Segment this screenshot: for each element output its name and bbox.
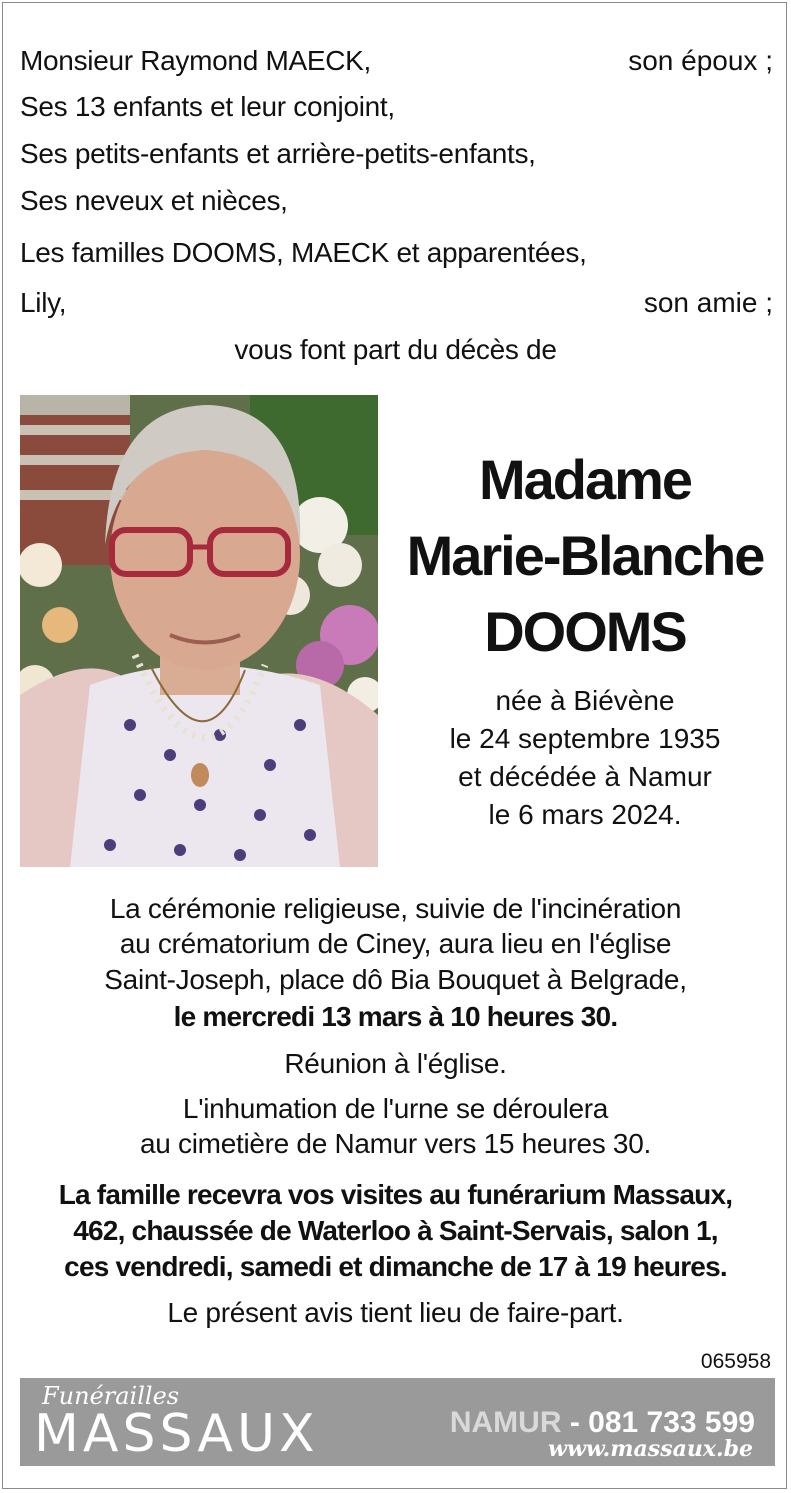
family-line-families: Les familles DOOMS, MAECK et apparentées, xyxy=(20,237,587,268)
banner-contact xyxy=(450,1406,755,1440)
banner-separator: - xyxy=(561,1406,589,1439)
reference-number: 065958 xyxy=(700,1350,771,1373)
ceremony-date: le mercredi 13 mars à 10 heures 30. xyxy=(173,1001,618,1032)
deceased-title: Madame xyxy=(478,448,692,511)
closing-note: Le présent avis tient lieu de faire-part. xyxy=(167,1297,624,1328)
ceremony-line-1: La cérémonie religieuse, suivie de l'incinération xyxy=(109,893,682,924)
portrait-photo xyxy=(20,395,378,867)
deceased-last-name: DOOMS xyxy=(484,600,686,663)
family-line-nephews: Ses neveux et nièces, xyxy=(20,185,288,216)
banner-subtitle: Funérailles xyxy=(42,1382,180,1410)
funeral-home-banner xyxy=(20,1378,775,1466)
banner-website: www.massaux.be xyxy=(548,1436,753,1462)
banner-phone: 081 733 599 xyxy=(588,1406,755,1439)
ceremony-line-3: Saint-Joseph, place dô Bia Bouquet à Belgrade, xyxy=(104,964,687,995)
death-date: le 6 mars 2024. xyxy=(488,799,682,830)
friend-relation: son amie ; xyxy=(643,287,773,318)
meeting-note: Réunion à l'église. xyxy=(284,1048,507,1079)
family-line-spouse: Monsieur Raymond MAECK, xyxy=(20,45,372,76)
deceased-first-name: Marie-Blanche xyxy=(406,524,764,587)
visit-line-3: ces vendredi, samedi et dimanche de 17 à 19 heures. xyxy=(64,1251,727,1282)
visit-line-1: La famille recevra vos visites au funérarium Massaux, xyxy=(58,1179,733,1210)
burial-line-2: au cimetière de Namur vers 15 heures 30. xyxy=(140,1128,651,1159)
banner-brand: MASSAUX xyxy=(34,1404,319,1464)
banner-city: NAMUR xyxy=(449,1406,562,1439)
burial-line-1: L'inhumation de l'urne se déroulera xyxy=(182,1093,609,1124)
spouse-relation: son époux ; xyxy=(628,45,773,76)
portrait-illustration xyxy=(20,395,378,867)
ceremony-line-2: au crématorium de Ciney, aura lieu en l'église xyxy=(119,928,672,959)
family-line-grandchildren: Ses petits-enfants et arrière-petits-enfants, xyxy=(20,138,536,169)
visit-line-2: 462, chaussée de Waterloo à Saint-Servais, salon 1, xyxy=(73,1215,718,1246)
announcement-line: vous font part du décès de xyxy=(234,334,557,365)
family-line-children: Ses 13 enfants et leur conjoint, xyxy=(20,91,395,122)
birth-date: le 24 septembre 1935 xyxy=(449,723,721,754)
family-line-friend: Lily, xyxy=(20,287,67,318)
birth-place: née à Biévène xyxy=(495,685,675,716)
death-place: et décédée à Namur xyxy=(458,761,712,792)
